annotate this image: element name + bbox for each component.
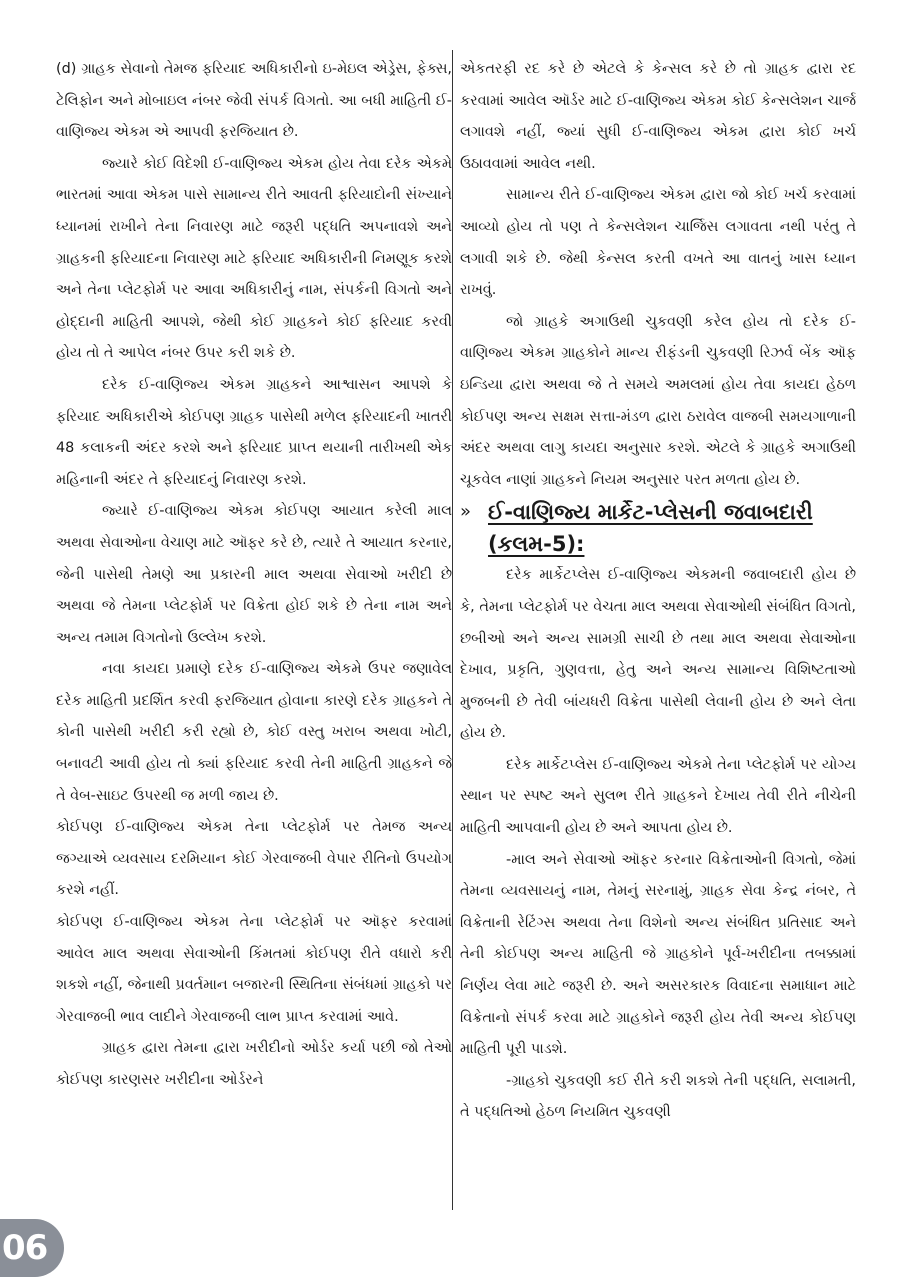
paragraph: દરેક માર્કેટપ્લેસ ઈ-વાણિજ્ય એકમની જવાબદારી હોય છે કે, તેમના પ્લેટફોર્મ પર વેચતા માલ અથવા સેવાઓથી સંબંધિત વિગતો, છબીઓ અને અન્ય સામગ્રી સાચી છે તથા માલ અથવા સેવાઓના દેખાવ, પ્રકૃતિ, ગુણવત્તા, હેતુ અને અન્ય સામાન્ય વિશિષ્ટતાઓ મુજબની છે તેવી બાંયધરી વિક્રેતા પાસેથી લેવાની હોય છે અને લેતા હોય છે. [460,567,856,742]
right-column [460,54,856,1129]
paragraph: કોઈપણ ઈ-વાણિજ્ય એકમ તેના પ્લેટફોર્મ પર તેમજ અન્ય જગ્યાએ વ્યવસાય દરમિયાન કોઈ ગેરવાજબી વેપાર રીતિનો ઉપયોગ કરશે નહીં. [56,819,452,899]
paragraph: સામાન્ય રીતે ઈ-વાણિજ્ય એકમ દ્વારા જો કોઈ ખર્ચ કરવામાં આવ્યો હોય તો પણ તે કેન્સલેશન ચાર્જિસ લગાવતા નથી પરંતુ તે લગાવી શકે છે. જેથી કેન્સલ કરતી વખતે આ વાતનું ખાસ ધ્યાન રાખવું. [460,187,856,299]
paragraph: એકતરફી રદ કરે છે એટલે કે કેન્સલ કરે છે તો ગ્રાહક દ્વારા રદ કરવામાં આવેલ ઑર્ડર માટે ઈ-વાણિજ્ય એકમ કોઈ કેન્સલેશન ચાર્જ લગાવશે નહીં, જ્યાં સુધી ઈ-વાણિજ્ય એકમ દ્વારા કોઈ ખર્ચ ઉઠાવવામાં આવેલ નથી. [460,61,856,172]
paragraph: જ્યારે કોઈ વિદેશી ઈ-વાણિજ્ય એકમ હોય તેવા દરેક એકમે ભારતમાં આવા એકમ પાસે સામાન્ય રીતે આવતી ફરિયાદોની સંખ્યાને ધ્યાનમાં રાખીને તેના નિવારણ માટે જરૂરી પદ્ધતિ અપનાવશે અને ગ્રાહકની ફરિયાદના નિવારણ માટે ફરિયાદ અધિકારીની નિમણૂક કરશે અને તેના પ્લેટફોર્મ પર આવા અધિકારીનું નામ, સંપર્કની વિગતો અને હોદ્દાની માહિતી આપશે, જેથી કોઈ ગ્રાહકને કોઈ ફરિયાદ કરવી હોય તો તે આપેલ નંબર ઉપર કરી શકે છે. [56,155,452,362]
paragraph: દરેક માર્કેટપ્લેસ ઈ-વાણિજ્ય એકમે તેના પ્લેટફોર્મ પર યોગ્ય સ્થાન પર સ્પષ્ટ અને સુલભ રીતે ગ્રાહકને દેખાય તેવી રીતે નીચેની માહિતી આપવાની હોય છે અને આપતા હોય છે. [460,756,856,837]
paragraph: નવા કાયદા પ્રમાણે દરેક ઈ-વાણિજ્ય એકમે ઉપર જણાવેલ દરેક માહિતી પ્રદર્શિત કરવી ફરજિયાત હોવાના કારણે દરેક ગ્રાહકને તે કોની પાસેથી ખરીદી કરી રહ્યો છે, કોઈ વસ્તુ ખરાબ અથવા ખોટી, બનાવટી આવી હોય તો ક્યાં ફરિયાદ કરવી તેની માહિતી ગ્રાહકને જે તે વેબ-સાઇટ ઉપરથી જ મળી જાય છે. [56,661,452,804]
chevron-right-icon: » [460,501,472,523]
column-divider [452,50,453,1210]
paragraph: -માલ અને સેવાઓ ઑફર કરનાર વિક્રેતાઓની વિગતો, જેમાં તેમના વ્યવસાયનું નામ, તેમનું સરનામું, ગ્રાહક સેવા કેન્દ્ર નંબર, તે વિક્રેતાની રેટિંગ્સ અથવા તેના વિશેનો અન્ય સંબંધિત પ્રતિસાદ અને તેની કોઈપણ અન્ય માહિતી જે ગ્રાહકોને પૂર્વ-ખરીદીના તબક્કામાં નિર્ણય લેવા માટે જરૂરી છે. અને અસરકારક વિવાદના સમાધાન માટે વિક્રેતાનો સંપર્ક કરવા માટે ગ્રાહકોને જરૂરી હોય તેવી અન્ય કોઈપણ માહિતી પૂરી પાડશે. [460,851,856,1058]
paragraph: દરેક ઈ-વાણિજ્ય એકમ ગ્રાહકને આશ્વાસન આપશે કે ફરિયાદ અધિકારીએ કોઈપણ ગ્રાહક પાસેથી મળેલ ફરિયાદની ખાતરી 48 કલાકની અંદર કરશે અને ફરિયાદ પ્રાપ્ત થયાની તારીખથી એક મહિનાની અંદર તે ફરિયાદનું નિવારણ કરશે. [56,376,452,488]
section-heading [460,496,856,560]
paragraph: કોઈપણ ઈ-વાણિજ્ય એકમ તેના પ્લેટફોર્મ પર ઑફર કરવામાં આવેલ માલ અથવા સેવાઓની કિંમતમાં કોઈપણ રીતે વધારો કરી શકશે નહીં, જેનાથી પ્રવર્તમાન બજારની સ્થિતિના સંબંધમાં ગ્રાહકો પર ગેરવાજબી ભાવ લાદીને ગેરવાજબી લાભ પ્રાપ્ત કરવામાં આવે. [56,914,452,1025]
paragraph: (d) ગ્રાહક સેવાનો તેમજ ફરિયાદ અધિકારીનો ઇ-મેઇલ એડ્રેસ, ફેક્સ, ટેલિફોન અને મોબાઇલ નંબર જેવી સંપર્ક વિગતો. આ બધી માહિતી ઈ-વાણિજ્ય એકમ એ આપવી ફરજિયાત છે. [56,61,452,141]
section-heading-title: ઈ-વાણિજ્ય માર્કેટ-પ્લેસની જવાબદારી (કલમ-5): [488,500,813,557]
left-column [56,54,452,1097]
page-number: 06 [0,1219,64,1277]
paragraph: ગ્રાહક દ્વારા તેમના દ્વારા ખરીદીનો ઓર્ડર કર્યા પછી જો તેઓ કોઈપણ કારણસર ખરીદીના ઓર્ડરને [56,1040,452,1088]
paragraph: -ગ્રાહકો ચુકવણી કઈ રીતે કરી શકશે તેની પદ્ધતિ, સલામતી, તે પદ્ધતિઓ હેઠળ નિયમિત ચુકવણી [460,1072,856,1121]
paragraph: જો ગ્રાહકે અગાઉથી ચુકવણી કરેલ હોય તો દરેક ઈ-વાણિજ્ય એકમ ગ્રાહકોને માન્ય રીફંડની ચુકવણી રિઝર્વ બેંક ઑફ ઇન્ડિયા દ્વારા અથવા જે તે સમયે અમલમાં હોય તેવા કાયદા હેઠળ કોઈપણ અન્ય સક્ષમ સત્તા-મંડળ દ્વારા ઠરાવેલ વાજબી સમયગાળાની અંદર અથવા લાગુ કાયદા અનુસાર કરશે. એટલે કે ગ્રાહકે અગાઉથી ચૂકવેલ નાણાં ગ્રાહકને નિયમ અનુસાર પરત મળતા હોય છે. [460,313,856,488]
paragraph: જ્યારે ઈ-વાણિજ્ય એકમ કોઈપણ આયાત કરેલી માલ અથવા સેવાઓના વેચાણ માટે ઑફર કરે છે, ત્યારે તે આયાત કરનાર, જેની પાસેથી તેમણે આ પ્રકારની માલ અથવા સેવાઓ ખરીદી છે અથવા જે તેમના પ્લેટફોર્મ પર વિક્રેતા હોઈ શકે છે તેના નામ અને અન્ય તમામ વિગતોનો ઉલ્લેખ કરશે. [56,503,452,646]
